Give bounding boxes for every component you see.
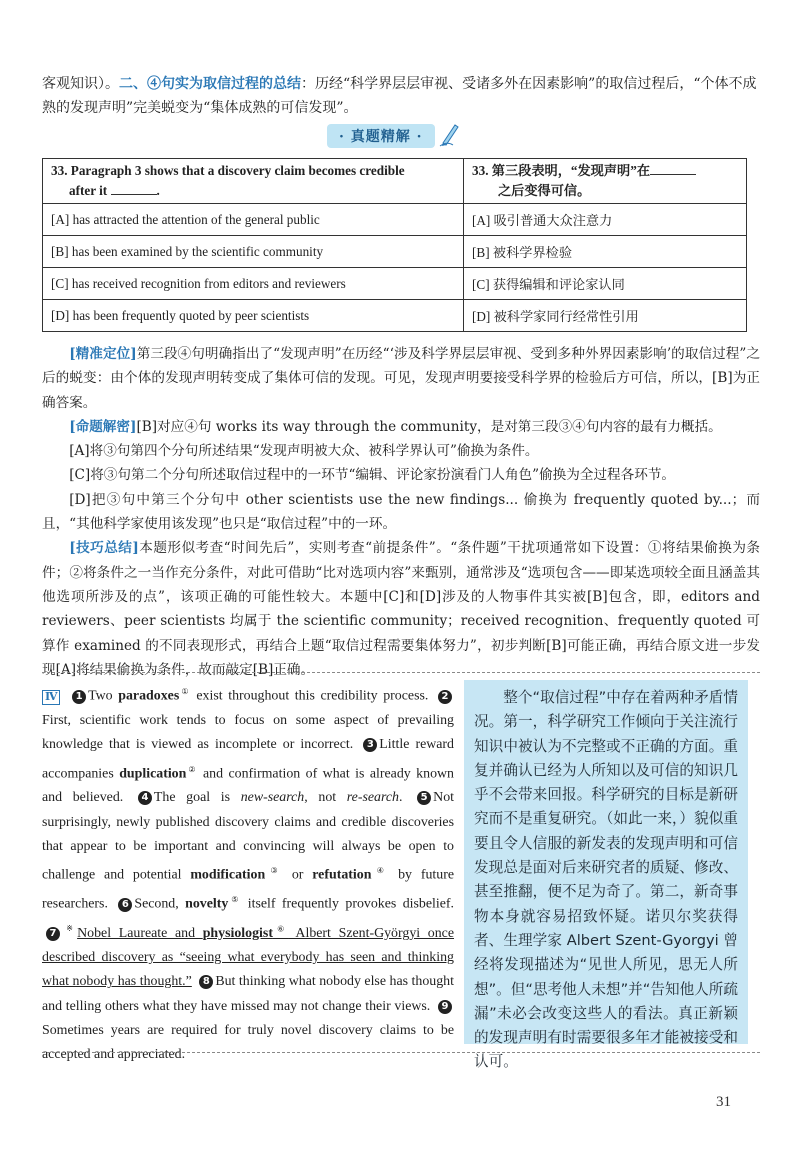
section-title: · 真题精解 · (327, 124, 435, 148)
translation-box: 整个“取信过程”中存在着两种矛盾情况。第一，科学研究工作倾向于关注流行知识中被认为不完整或不正确的方面。重复并确认已经为人所知以及可信的知识几乎不会带来回报。科学研究的目标是新研究而不是重复研究。（如此一来，）貌似重要且令人信服的新发表的发现声明和可信发现总是面对后来研究者的质疑、修改、甚至推翻，便不足为奇了。第二，新奇事物本身就容易招致怀疑。诺贝尔奖获得者、生理学家 Albert Szent-Gyorgyi 曾经将发现描述为“见世人所见，思无人所想”。但“思考他人未想”并“告知他人所疏漏”未必会改变这些人的看法。真正新颖的发现声明有时需要很多年才能被接受和认可。 (464, 680, 748, 1044)
intro-paragraph (42, 72, 760, 120)
answer-blank (111, 182, 157, 195)
option-row (43, 300, 747, 332)
intro-highlight: 二、④句实为取信过程的总结 (119, 76, 301, 92)
page-number: 31 (716, 1094, 731, 1110)
paragraph-number: Ⅳ (42, 690, 60, 705)
option-a-en: [A] has attracted the attention of the general public (43, 204, 464, 236)
pen-icon (439, 121, 461, 151)
analysis-location: [精准定位]第三段④句明确指出了“发现声明”在历经“‘涉及科学界层层审视、受到多种外界因素影响’的取信过程”之后的蜕变：由个体的发现声明转变成了集体可信的发现。可见，发现声明要接受科学界的检验后方可信，所以，[B]为正确答案。 (42, 346, 760, 411)
option-a-zh: [A] 吸引普通大众注意力 (464, 204, 747, 236)
intro-lead: 客观知识）。 (42, 76, 119, 92)
intro-rest: ：历经“科学界层层审视、受诸多外在因素影响”的取信过程后，“个体不成熟的发现声明”完美蜕变为“集体成熟的可信发现”。 (42, 76, 757, 116)
analysis-tips: [技巧总结]本题形似考查“时间先后”，实则考查“前提条件”。“条件题”干扰项通常如下设置：①将结果偷换为条件；②将条件之一当作充分条件，对此可借助“比对选项内容”来甄别，通常涉及“选项包含——即某选项较全面且涵盖其他选项所涉及的点”，该项正确的可能性较大。本题中[C]和[D]涉及的人物事件其实被[B]包含，即，editors and reviewers、peer scientists 均属于 the scientific community；received recognition、frequently quoted 可算作 examined 的不同表现形式，再结合上题“取信过程需要集体努力”，初步判断[B]可能正确，再结合原文进一步发现[A]将结果偷换为条件，故而敲定[B]正确。 (42, 540, 760, 678)
option-row (43, 204, 747, 236)
question-stem-row (43, 159, 747, 204)
passage-paragraph: Ⅳ 1 Two paradoxes① exist throughout this credibility process. 2First, scientific work tends to focus on some aspect of prevailing knowledge that is viewed as incomplete or incorrect. 3 Little reward accompanies duplication② and confirmation of what is already known and believed. 4 The goal is new-search, not re-search. 5 Not surprisingly, newly published discovery claims and credible discoveries that appear to be important and convincing will always be open to challenge and potential modification③ or refutation④ by future researchers. 6 Second, novelty⑤ itself frequently provokes disbelief. 7 ※Nobel Laureate and physiologist⑥ Albert Szent-Györgyi once described discovery as “seeing what everybody has seen and thinking what nobody has thought.” 8 But thinking what nobody else has thought and telling others what they have missed may not change their views. 9Sometimes years are required for truly novel discovery claims to be accepted and appreciated. (42, 687, 455, 1063)
question-stem-zh: 33. 第三段表明，“发现声明”在 之后变得可信。 (464, 159, 747, 204)
top-divider (42, 672, 760, 673)
option-c-zh: [C] 获得编辑和评论家认同 (464, 268, 747, 300)
option-d-zh: [D] 被科学家同行经常性引用 (464, 300, 747, 332)
analysis-option-a: [A]将③句第四个分句所述结果“发现声明被大众、被科学界认可”偷换为条件。 (69, 443, 539, 460)
bottom-divider (42, 1052, 760, 1053)
option-b-en: [B] has been examined by the scientific community (43, 236, 464, 268)
analysis-option-c: [C]将③句第二个分句所述取信过程中的一环节“编辑、评论家扮演看门人角色”偷换为全过程各环节。 (69, 467, 676, 484)
analysis-decode: [命题解密][B]对应④句 works its way through the community，是对第三段③④句内容的最有力概括。 (69, 418, 722, 435)
option-row (43, 268, 747, 300)
option-d-en: [D] has been frequently quoted by peer scientists (43, 300, 464, 332)
option-row (43, 236, 747, 268)
section-title-badge (327, 122, 461, 150)
question-table (42, 158, 747, 332)
answer-blank-zh (650, 162, 696, 175)
question-stem-en: 33. Paragraph 3 shows that a discovery claim becomes credible after it . (43, 159, 464, 204)
option-c-en: [C] has received recognition from editors and reviewers (43, 268, 464, 300)
option-b-zh: [B] 被科学界检验 (464, 236, 747, 268)
analysis-section (42, 342, 760, 682)
analysis-option-d: [D]把③句中第三个分句中 other scientists use the new findings... 偷换为 frequently quoted by...；而且，“其他科学家使用该发现”也只是“取信过程”中的一环。 (42, 491, 760, 533)
